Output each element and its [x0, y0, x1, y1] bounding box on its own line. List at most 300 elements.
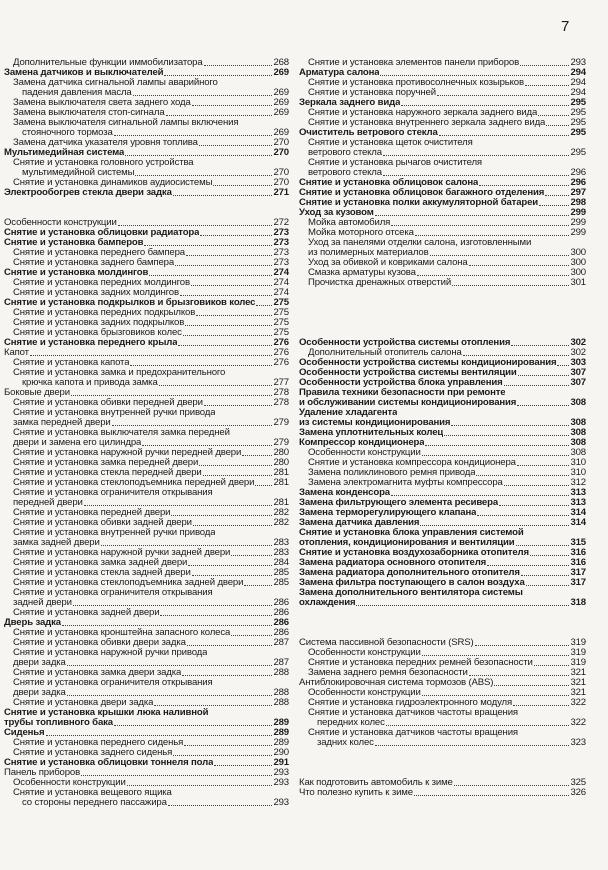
dot-leader — [425, 445, 569, 446]
dot-leader — [380, 75, 569, 76]
toc-entry-title: двери задка — [13, 688, 66, 698]
toc-entry — [299, 158, 586, 168]
toc-entry — [4, 288, 289, 298]
toc-entry-page: 299 — [570, 227, 586, 238]
toc-section-entry — [299, 498, 586, 508]
dot-leader — [386, 725, 570, 726]
dot-leader — [534, 665, 570, 666]
toc-spacer — [4, 208, 289, 218]
toc-entry-page: 289 — [273, 727, 289, 738]
toc-spacer — [299, 628, 586, 638]
dot-leader — [417, 275, 570, 276]
toc-section-entry — [299, 198, 586, 208]
toc-entry-title: Снятие и установка датчиков частоты вращения — [308, 708, 518, 718]
toc-spacer — [299, 608, 586, 618]
toc-entry-title: Снятие и установка бамперов — [4, 238, 144, 248]
toc-entry-title: Снятие и установка передних ремней безопасности — [308, 658, 533, 668]
toc-section-entry — [4, 148, 289, 158]
toc-entry-page: 300 — [570, 247, 586, 258]
toc-entry-title: Замена терморегулирующего клапана — [299, 508, 477, 518]
dot-leader — [204, 405, 273, 406]
toc-entry — [299, 448, 586, 458]
toc-entry — [4, 138, 289, 148]
dot-leader — [375, 745, 570, 746]
toc-entry-title: Снятие и установка противосолнечных козырьков — [308, 78, 524, 88]
toc-entry-page: 307 — [570, 377, 586, 388]
toc-entry — [299, 108, 586, 118]
dot-leader — [520, 65, 569, 66]
dot-leader — [203, 475, 273, 476]
toc-entry-title: Как подготовить автомобиль к зиме — [299, 778, 453, 788]
dot-leader — [160, 615, 272, 616]
toc-entry — [299, 88, 586, 98]
toc-section-entry — [299, 428, 586, 438]
toc-entry-page: 299 — [570, 207, 586, 218]
toc-section-entry — [4, 728, 289, 738]
toc-entry — [4, 58, 289, 68]
toc-entry-page: 316 — [570, 557, 586, 568]
toc-entry — [4, 398, 289, 408]
toc-entry-page: 284 — [273, 557, 289, 568]
dot-leader — [557, 365, 569, 366]
toc-entry-title: Дополнительный отопитель салона — [308, 348, 462, 358]
dot-leader — [144, 245, 272, 246]
toc-entry-page: 299 — [570, 217, 586, 228]
dot-leader — [511, 345, 569, 346]
dot-leader — [476, 475, 569, 476]
toc-entry — [4, 368, 289, 378]
toc-entry-title: Снятие и установка передней двери — [13, 508, 171, 518]
dot-leader — [173, 195, 273, 196]
toc-entry-title: Уход за панелями отделки салона, изготовленными — [308, 238, 532, 248]
toc-entry — [4, 428, 289, 438]
toc-entry-page: 293 — [273, 797, 289, 808]
toc-entry — [299, 718, 586, 728]
dot-leader — [517, 405, 569, 406]
toc-entry-page: 281 — [273, 467, 289, 478]
toc-entry-title: Снятие и установка замка задней двери — [13, 558, 188, 568]
toc-entry-title: Снятие и установка заднего бампера — [13, 258, 175, 268]
toc-section-entry — [299, 408, 586, 418]
dot-leader — [46, 735, 273, 736]
toc-spacer — [299, 768, 586, 778]
toc-entry — [4, 328, 289, 338]
toc-entry-title: Капот — [4, 348, 29, 358]
toc-entry-title: Мойка автомобиля — [308, 218, 391, 228]
toc-entry-page: 297 — [570, 187, 586, 198]
toc-entry-page: 288 — [273, 697, 289, 708]
toc-entry — [4, 88, 289, 98]
toc-entry-page: 321 — [570, 667, 586, 678]
dot-leader — [242, 455, 272, 456]
toc-entry-page: 314 — [570, 517, 586, 528]
toc-entry-title: стояночного тормоза — [22, 128, 113, 138]
dot-leader — [383, 155, 569, 156]
dot-leader — [114, 135, 273, 136]
toc-section-entry — [299, 338, 586, 348]
toc-entry-page: 312 — [570, 477, 586, 488]
dot-leader — [401, 105, 569, 106]
toc-section-entry — [4, 238, 289, 248]
toc-entry-page: 280 — [273, 447, 289, 458]
toc-entry-page: 295 — [570, 147, 586, 158]
dot-leader — [494, 685, 569, 686]
toc-entry-page: 293 — [273, 777, 289, 788]
toc-entry-title: Снятие и установка ограничителя открывания — [13, 588, 213, 598]
dot-leader — [192, 575, 273, 576]
toc-entry-page: 288 — [273, 687, 289, 698]
dot-leader — [504, 485, 570, 486]
toc-entry-title: падения давления масла — [22, 88, 132, 98]
toc-entry-page: 322 — [570, 697, 586, 708]
toc-entry-title: Снятие и установка замка передней двери — [13, 458, 199, 468]
dot-leader — [391, 495, 569, 496]
dot-leader — [67, 665, 273, 666]
toc-entry-title: ветрового стекла — [308, 168, 382, 178]
dot-leader — [196, 315, 272, 316]
toc-entry-title: Снятие и установка стеклоподъемника передней двери — [13, 478, 255, 488]
toc-entry-page: 276 — [273, 337, 289, 348]
dot-leader — [73, 605, 273, 606]
dot-leader — [154, 705, 272, 706]
toc-entry-page: 286 — [273, 627, 289, 638]
toc-entry-page: 325 — [570, 777, 586, 788]
dot-leader — [168, 805, 273, 806]
dot-leader — [504, 385, 570, 386]
toc-entry-page: 318 — [570, 597, 586, 608]
toc-entry-page: 317 — [570, 567, 586, 578]
toc-section-entry — [4, 338, 289, 348]
toc-section-entry — [299, 368, 586, 378]
toc-entry-page: 321 — [570, 677, 586, 688]
dot-leader — [159, 385, 273, 386]
toc-entry-title: Снятие и установка вещевого ящика — [13, 788, 172, 798]
toc-entry-page: 274 — [273, 267, 289, 278]
toc-entry-title: Удаление хладагента — [299, 408, 398, 418]
toc-entry — [4, 318, 289, 328]
toc-entry-title: Снятие и установка внутреннего зеркала заднего вида — [308, 118, 546, 128]
dot-leader — [191, 285, 273, 286]
dot-leader — [469, 675, 570, 676]
toc-spacer — [299, 288, 586, 298]
toc-entry-page: 294 — [570, 67, 586, 78]
toc-entry-title: Компрессор кондиционера — [299, 438, 425, 448]
toc-entry — [4, 78, 289, 88]
dot-leader — [171, 515, 272, 516]
toc-entry — [299, 778, 586, 788]
toc-entry-title: Сиденья — [4, 728, 45, 738]
toc-entry-title: Мойка моторного отсека — [308, 228, 414, 238]
toc-entry-title: Снятие и установка блока управления системой — [299, 528, 524, 538]
dot-leader — [204, 65, 273, 66]
dot-leader — [487, 565, 569, 566]
toc-entry-title: Снятие и установка элементов панели приборов — [308, 58, 520, 68]
toc-entry-title: задних колес — [317, 738, 374, 748]
dot-leader — [67, 695, 273, 696]
dot-leader — [183, 335, 273, 336]
dot-leader — [199, 145, 273, 146]
toc-entry-title: Особенности устройства системы вентиляции — [299, 368, 517, 378]
dot-leader — [444, 435, 569, 436]
dot-leader — [213, 185, 272, 186]
dot-leader — [231, 555, 272, 556]
toc-entry-page: 314 — [570, 507, 586, 518]
dot-leader — [164, 75, 272, 76]
toc-entry-page: 300 — [570, 267, 586, 278]
dot-leader — [256, 305, 272, 306]
toc-entry-page: 295 — [570, 97, 586, 108]
toc-section-entry — [299, 578, 586, 588]
toc-entry-page: 270 — [273, 177, 289, 188]
toc-entry-title: Снятие и установка обивки двери задка — [13, 638, 186, 648]
toc-entry — [4, 448, 289, 458]
toc-entry-page: 278 — [273, 387, 289, 398]
toc-entry-title: Снятие и установка наружного зеркала заднего вида — [308, 108, 538, 118]
toc-entry-page: 308 — [570, 437, 586, 448]
toc-entry-title: Замена дополнительного вентилятора системы — [299, 588, 523, 598]
toc-entry-page: 277 — [273, 377, 289, 388]
toc-entry-page: 286 — [273, 597, 289, 608]
toc-entry — [4, 638, 289, 648]
dot-leader — [180, 295, 272, 296]
dot-leader — [469, 265, 570, 266]
toc-entry-title: Снятие и установка датчиков частоты вращения — [308, 728, 518, 738]
toc-section-entry — [299, 398, 586, 408]
toc-entry-page: 319 — [570, 657, 586, 668]
dot-leader — [30, 355, 273, 356]
dot-leader — [255, 485, 272, 486]
toc-entry-title: Снятие и установка компрессора кондиционера — [308, 458, 516, 468]
toc-entry-title: Снятие и установка внутренней ручки привода — [13, 528, 216, 538]
toc-entry-page: 296 — [570, 177, 586, 188]
toc-entry-title: Особенности устройства блока управления — [299, 378, 503, 388]
toc-entry — [4, 738, 289, 748]
toc-entry-page: 287 — [273, 637, 289, 648]
toc-entry-page: 270 — [273, 137, 289, 148]
toc-entry-page: 295 — [570, 127, 586, 138]
toc-entry — [299, 138, 586, 148]
toc-entry-page: 310 — [570, 467, 586, 478]
toc-entry — [299, 638, 586, 648]
toc-entry-page: 273 — [273, 257, 289, 268]
toc-entry-page: 308 — [570, 417, 586, 428]
page-number: 7 — [561, 18, 570, 35]
toc-entry-page: 308 — [570, 397, 586, 408]
toc-entry-title: Смазка арматуры кузова — [308, 268, 416, 278]
toc-entry-title: Снятие и установка стеклоподъемника задней двери — [13, 578, 244, 588]
toc-entry-page: 270 — [273, 167, 289, 178]
toc-entry-title: мультимедийной системы — [22, 168, 135, 178]
toc-entry — [4, 248, 289, 258]
dot-leader — [383, 175, 569, 176]
toc-entry-title: Боковые двери — [4, 388, 70, 398]
dot-leader — [193, 525, 273, 526]
toc-entry — [4, 488, 289, 498]
toc-entry-title: Система пассивной безопасности (SRS) — [299, 638, 474, 648]
toc-entry-title: трубы топливного бака — [4, 718, 113, 728]
toc-section-entry — [299, 488, 586, 498]
toc-entry-title: Замена датчика давления — [299, 518, 420, 528]
toc-entry-title: Снятие и установка переднего сиденья — [13, 738, 184, 748]
dot-leader — [422, 695, 570, 696]
toc-entry-title: Арматура салона — [299, 68, 380, 78]
toc-entry-title: Замена фильтра поступающего в салон воздуха — [299, 578, 525, 588]
toc-entry-page: 288 — [273, 667, 289, 678]
dot-leader — [133, 95, 273, 96]
toc-entry — [4, 768, 289, 778]
toc-entry-title: Особенности конструкции — [13, 778, 126, 788]
toc-entry-page: 286 — [273, 617, 289, 628]
dot-leader — [356, 605, 569, 606]
toc-entry — [4, 608, 289, 618]
toc-entry-page: 298 — [570, 197, 586, 208]
toc-entry — [299, 738, 586, 748]
dot-leader — [463, 355, 570, 356]
dot-leader — [214, 765, 272, 766]
toc-entry-page: 295 — [570, 107, 586, 118]
toc-entry-page: 270 — [273, 147, 289, 158]
toc-section-entry — [299, 178, 586, 188]
toc-entry — [4, 168, 289, 178]
dot-leader — [517, 465, 570, 466]
toc-section-entry — [299, 568, 586, 578]
dot-leader — [420, 525, 569, 526]
toc-entry-page: 313 — [570, 497, 586, 508]
dot-leader — [538, 115, 569, 116]
toc-entry-title: Дверь задка — [4, 618, 61, 628]
toc-entry-page: 290 — [273, 747, 289, 758]
toc-section-entry — [4, 228, 289, 238]
toc-entry — [4, 628, 289, 638]
toc-entry-title: Снятие и установка заднего сиденья — [13, 748, 173, 758]
toc-entry-title: Правила техники безопасности при ремонте — [299, 388, 506, 398]
toc-entry — [299, 648, 586, 658]
toc-entry-title: Особенности конструкции — [308, 648, 421, 658]
dot-leader — [199, 465, 272, 466]
toc-entry-title: Замена электромагнита муфты компрессора — [308, 478, 503, 488]
toc-entry-title: Снятие и установка задней двери — [13, 608, 160, 618]
toc-entry — [299, 668, 586, 678]
toc-entry-title: Снятие и установка замка двери задка — [13, 668, 182, 678]
dot-leader — [178, 345, 272, 346]
toc-entry — [4, 698, 289, 708]
toc-entry — [299, 78, 586, 88]
toc-entry — [4, 668, 289, 678]
toc-section-entry — [299, 388, 586, 398]
dot-leader — [62, 625, 273, 626]
toc-entry-page: 280 — [273, 457, 289, 468]
toc-entry-page: 307 — [570, 367, 586, 378]
toc-entry-page: 275 — [273, 307, 289, 318]
toc-entry — [4, 178, 289, 188]
toc-section-entry — [4, 718, 289, 728]
toc-entry-page: 322 — [570, 717, 586, 728]
toc-section-entry — [299, 98, 586, 108]
dot-leader — [414, 795, 570, 796]
toc-entry-page: 303 — [570, 357, 586, 368]
toc-entry-title: Снятие и установка обивки задней двери — [13, 518, 192, 528]
toc-spacer — [299, 308, 586, 318]
toc-entry-title: Электрообогрев стекла двери задка — [4, 188, 172, 198]
toc-entry-page: 294 — [570, 77, 586, 88]
toc-entry — [4, 458, 289, 468]
dot-leader — [437, 95, 569, 96]
dot-leader — [81, 775, 272, 776]
toc-entry — [299, 468, 586, 478]
toc-entry-title: Снятие и установка молдингов — [4, 268, 149, 278]
toc-spacer — [299, 298, 586, 308]
toc-entry-title: Снятие и установка задних подкрылков — [13, 318, 185, 328]
toc-entry-page: 308 — [570, 447, 586, 458]
toc-entry-title: передней двери — [13, 498, 83, 508]
toc-entry-page: 276 — [273, 357, 289, 368]
toc-entry-title: Снятие и установка кронштейна запасного колеса — [13, 628, 231, 638]
toc-entry-page: 269 — [273, 97, 289, 108]
toc-entry — [299, 348, 586, 358]
toc-entry-title: и обслуживании системы кондиционирования — [299, 398, 517, 408]
toc-entry-page: 294 — [570, 87, 586, 98]
toc-entry-title: Замена фильтрующего элемента ресивера — [299, 498, 499, 508]
toc-entry — [4, 218, 289, 228]
toc-entry-page: 289 — [273, 737, 289, 748]
dot-leader — [175, 265, 272, 266]
toc-entry — [299, 148, 586, 158]
toc-entry-title: ветрового стекла — [308, 148, 382, 158]
toc-entry-title: со стороны переднего пассажира — [22, 798, 167, 808]
toc-section-entry — [299, 538, 586, 548]
toc-entry-title: Снятие и установка ограничителя открывания — [13, 678, 213, 688]
toc-entry — [299, 118, 586, 128]
toc-entry-title: Снятие и установка облицовок салона — [299, 178, 479, 188]
toc-left-column — [4, 58, 289, 808]
toc-entry-title: Снятие и установка задних молдингов — [13, 288, 179, 298]
toc-entry — [299, 268, 586, 278]
toc-entry-page: 323 — [570, 737, 586, 748]
toc-entry-title: Снятие и установка двери задка — [13, 698, 154, 708]
toc-section-entry — [299, 558, 586, 568]
toc-entry — [299, 728, 586, 738]
toc-entry-title: Снятие и установка рычагов очистителя — [308, 158, 482, 168]
toc-entry-title: Особенности конструкции — [4, 218, 117, 228]
toc-entry-page: 273 — [273, 247, 289, 258]
toc-entry-title: из системы кондиционирования — [299, 418, 451, 428]
toc-entry — [4, 598, 289, 608]
dot-leader — [130, 365, 272, 366]
toc-entry — [4, 438, 289, 448]
toc-entry — [4, 108, 289, 118]
dot-leader — [112, 425, 273, 426]
toc-entry-title: Особенности конструкции — [308, 448, 421, 458]
toc-entry-title: Замена заднего ремня безопасности — [308, 668, 468, 678]
toc-entry-title: Снятие и установка передних молдингов — [13, 278, 190, 288]
toc-section-entry — [299, 548, 586, 558]
toc-entry — [4, 538, 289, 548]
dot-leader — [118, 225, 273, 226]
dot-leader — [513, 705, 569, 706]
toc-entry-title: Снятие и установка стекла задней двери — [13, 568, 191, 578]
toc-entry-title: Дополнительные функции иммобилизатора — [13, 58, 203, 68]
toc-entry — [4, 478, 289, 488]
toc-entry-page: 272 — [273, 217, 289, 228]
toc-entry-title: Снятие и установка гидроэлектронного модуля — [308, 698, 513, 708]
toc-entry — [4, 308, 289, 318]
dot-leader — [187, 645, 273, 646]
toc-entry-page: 273 — [273, 237, 289, 248]
toc-entry-title: Снятие и установка воздухозаборника отопителя — [299, 548, 529, 558]
dot-leader — [516, 545, 570, 546]
toc-entry — [4, 788, 289, 798]
toc-entry-title: Снятие и установка брызговиков колес — [13, 328, 182, 338]
